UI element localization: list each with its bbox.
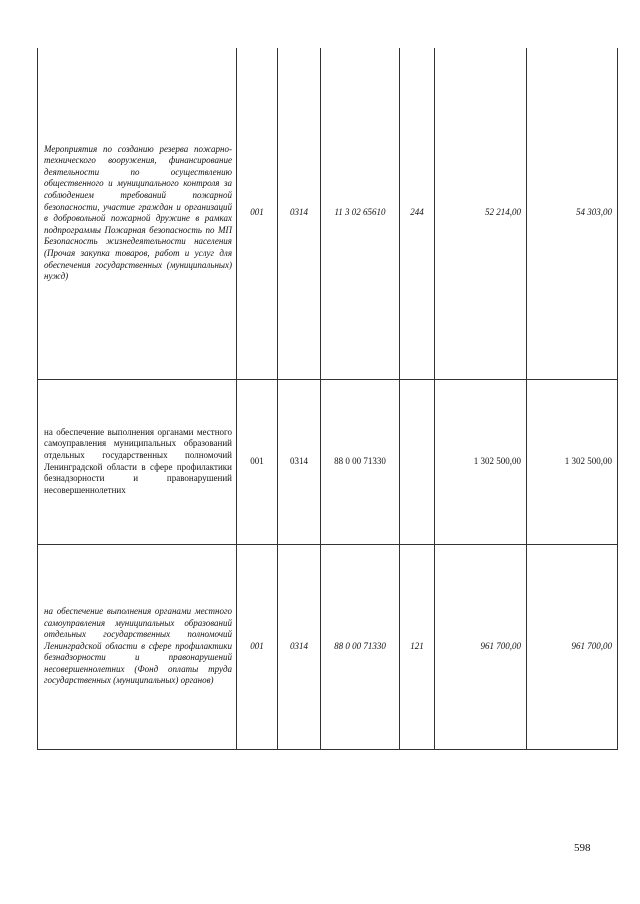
section-code: 0314	[278, 48, 321, 379]
table-row	[38, 48, 618, 379]
target-code: 88 0 00 71330	[321, 544, 400, 749]
section-code: 0314	[278, 544, 321, 749]
amount-1: 961 700,00	[435, 544, 527, 749]
amount-1: 1 302 500,00	[435, 379, 527, 544]
row-description: на обеспечение выполнения органами местного самоуправления муниципальных образований отдельных государственных полномочий Ленинградской области в сфере профилактики безнадзорности и правонарушений несовершеннолетних (Фонд оплаты труда государственных (муниципальных) органов)	[38, 544, 237, 749]
ministry-code: 001	[237, 48, 278, 379]
row-description: Мероприятия по созданию резерва пожарно-технического вооружения, финансирование деятельности по осуществлению общественного и муниципального контроля за соблюдением требований пожарной безопасности, участие граждан и организаций в добровольной пожарной дружине в рамках подпрограммы Пожарная безопасность по МП Безопасность жизнедеятельности населения (Прочая закупка товаров, работ и услуг для обеспечения государственных (муниципальных) нужд)	[38, 48, 237, 379]
row-description: на обеспечение выполнения органами местного самоуправления муниципальных образований отдельных государственных полномочий Ленинградской области в сфере профилактики безнадзорности и правонарушений несовершеннолетних	[38, 379, 237, 544]
section-code: 0314	[278, 379, 321, 544]
target-code: 11 3 02 65610	[321, 48, 400, 379]
amount-2: 1 302 500,00	[527, 379, 618, 544]
target-code: 88 0 00 71330	[321, 379, 400, 544]
ministry-code: 001	[237, 544, 278, 749]
table-row	[38, 379, 618, 544]
amount-2: 54 303,00	[527, 48, 618, 379]
ministry-code: 001	[237, 379, 278, 544]
expense-type-code: 121	[400, 544, 435, 749]
budget-table	[37, 48, 618, 750]
table-row	[38, 544, 618, 749]
amount-2: 961 700,00	[527, 544, 618, 749]
page-number: 598	[574, 842, 591, 854]
expense-type-code	[400, 379, 435, 544]
expense-type-code: 244	[400, 48, 435, 379]
amount-1: 52 214,00	[435, 48, 527, 379]
